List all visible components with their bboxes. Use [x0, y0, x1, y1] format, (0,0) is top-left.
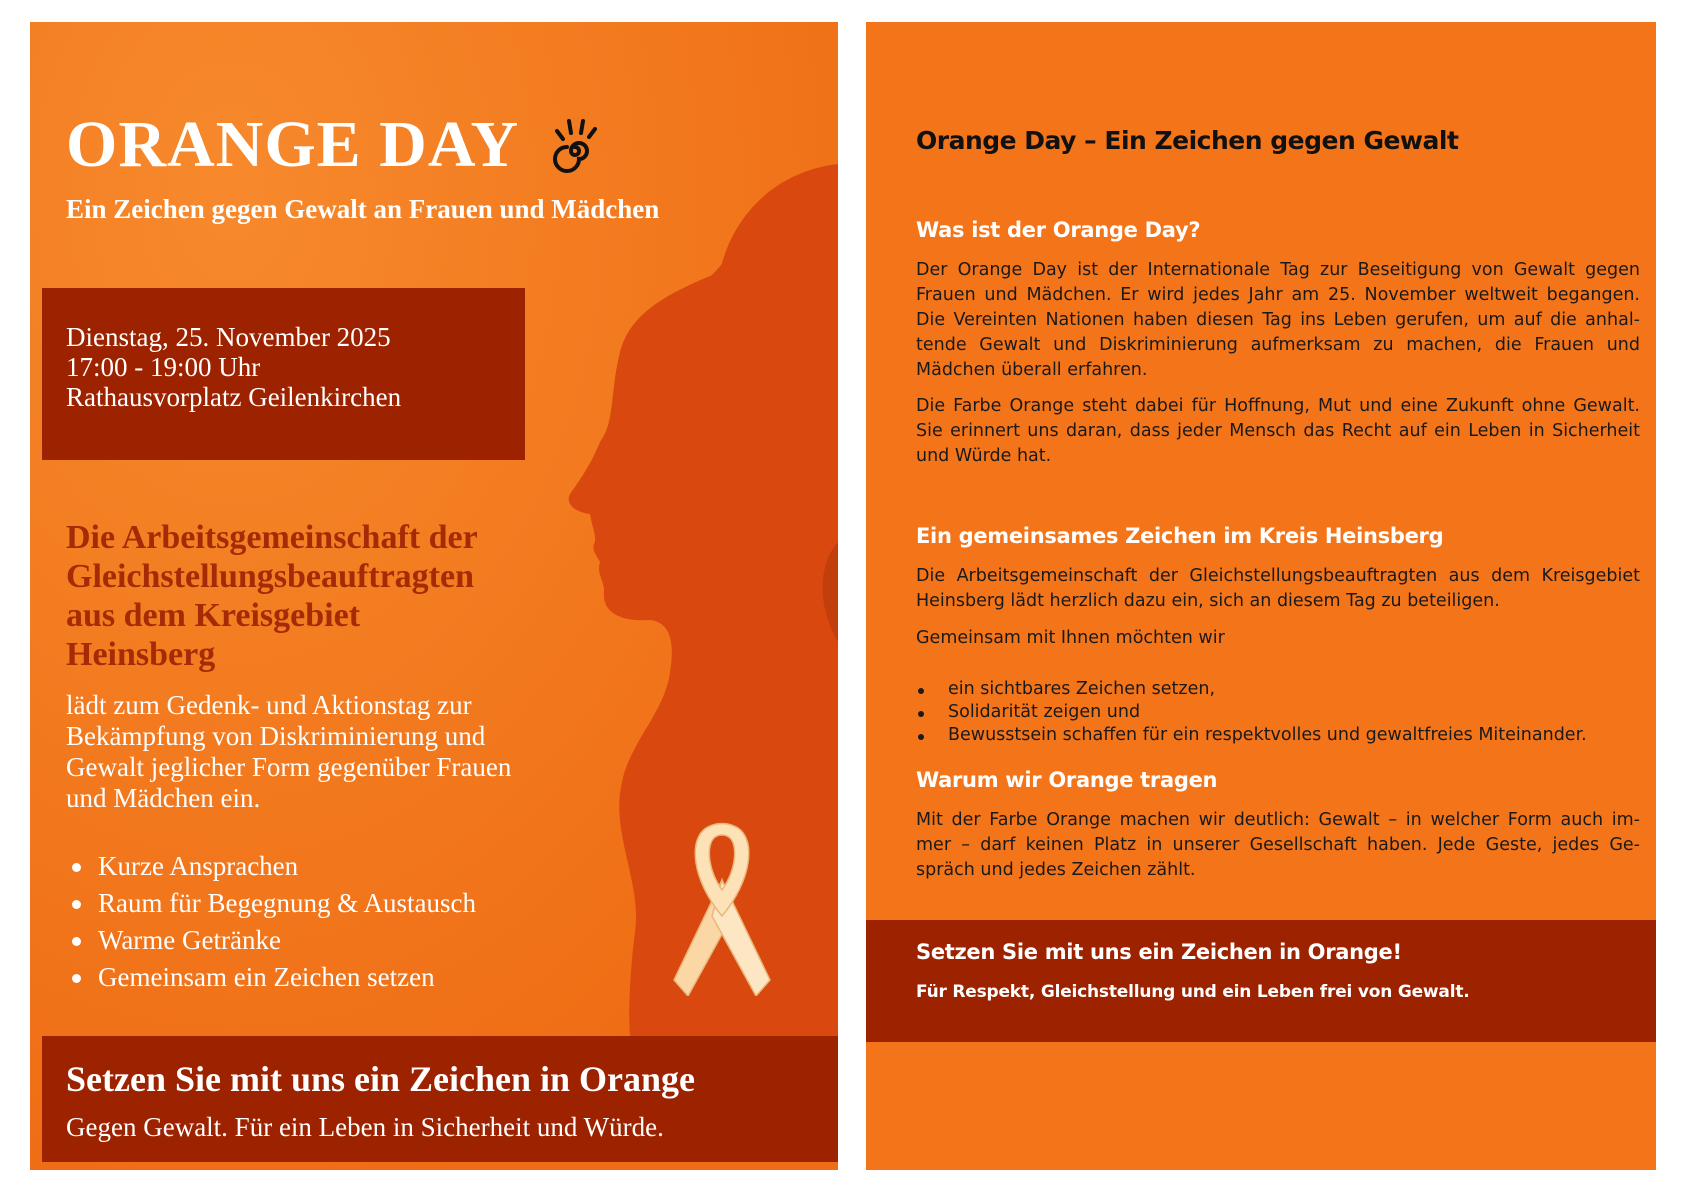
section-heading-why: Warum wir Orange tragen	[916, 768, 1218, 792]
footer-heading: Setzen Sie mit uns ein Zeichen in Orange	[66, 1059, 695, 1099]
list-item: ein sichtbares Zeichen setzen,	[916, 678, 1587, 701]
section-paragraph	[916, 258, 1640, 383]
section-heading-heinsberg: Ein gemeinsames Zeichen im Kreis Heinsberg	[916, 524, 1444, 548]
paragraph-line: Die Vereinten Nationen haben diesen Tag ins Leben gerufen, um auf die anhal-	[916, 310, 1640, 330]
paragraph-line: Sie erinnert uns daran, dass jeder Mensch das Recht auf ein Leben in Sicherheit	[916, 421, 1640, 441]
organizer-heading	[66, 518, 566, 674]
list-item: Bewusstsein schaffen für ein respektvolles und gewaltfreies Miteinander.	[916, 724, 1587, 747]
invitation-text	[66, 690, 586, 814]
paragraph-line: Die Farbe Orange steht dabei für Hoffnung, Mut und eine Zukunft ohne Gewalt.	[916, 396, 1640, 416]
info-title: Orange Day – Ein Zeichen gegen Gewalt	[916, 126, 1459, 155]
list-intro	[916, 626, 1640, 651]
list-item: Warme Getränke	[66, 922, 476, 959]
paragraph-line: Gemeinsam mit Ihnen möchten wir	[916, 628, 1225, 648]
organizer-line: aus dem Kreisgebiet	[66, 597, 361, 634]
invitation-line: Gewalt jeglicher Form gegenüber Frauen	[66, 752, 512, 782]
section-paragraph	[916, 394, 1640, 469]
list-item: Raum für Begegnung & Austausch	[66, 885, 476, 922]
goals-list	[916, 678, 1587, 747]
section-paragraph	[916, 564, 1640, 614]
poster-title: ORANGE DAY	[66, 108, 520, 181]
paragraph-line: Der Orange Day ist der Internationale Tag zur Beseitigung von Gewalt gegen	[916, 260, 1640, 280]
invitation-line: Bekämpfung von Diskriminierung und	[66, 721, 486, 751]
section-paragraph	[916, 808, 1640, 883]
organizer-line: Heinsberg	[66, 636, 216, 673]
awareness-ribbon-icon	[666, 820, 778, 996]
program-list	[66, 848, 476, 996]
paragraph-line: Mit der Farbe Orange machen wir deutlich: Gewalt – in welcher Form auch im-	[916, 810, 1640, 830]
poster-subtitle: Ein Zeichen gegen Gewalt an Frauen und Mädchen	[66, 194, 660, 224]
footer-subline: Für Respekt, Gleichstellung und ein Leben frei von Gewalt.	[916, 982, 1470, 1002]
section-heading-what: Was ist der Orange Day?	[916, 218, 1201, 242]
list-item: Gemeinsam ein Zeichen setzen	[66, 959, 476, 996]
paragraph-line: spräch und jedes Zeichen zählt.	[916, 860, 1196, 880]
event-details-box	[42, 288, 525, 460]
spiral-logo-icon	[549, 117, 601, 173]
paragraph-line: Heinsberg lädt herzlich dazu ein, sich an diesem Tag zu beteiligen.	[916, 591, 1500, 611]
footer-subline: Gegen Gewalt. Für ein Leben in Sicherheit und Würde.	[66, 1112, 664, 1142]
paragraph-line: Frauen und Mädchen. Er wird jedes Jahr am 25. November weltweit begangen.	[916, 285, 1640, 305]
list-item: Solidarität zeigen und	[916, 701, 1587, 724]
organizer-line: Gleichstellungsbeauftragten	[66, 558, 474, 595]
paragraph-line: tende Gewalt und Diskriminierung aufmerksam zu machen, die Frauen und	[916, 335, 1640, 355]
paragraph-line: mer – darf keinen Platz in unserer Gesellschaft haben. Jede Geste, jedes Ge-	[916, 835, 1640, 855]
list-item: Kurze Ansprachen	[66, 848, 476, 885]
paragraph-line: und Würde hat.	[916, 446, 1052, 466]
event-location: Rathausvorplatz Geilenkirchen	[66, 382, 402, 412]
orange-day-info-page	[866, 22, 1656, 1170]
orange-day-poster	[30, 22, 838, 1170]
invitation-line: und Mädchen ein.	[66, 783, 261, 813]
organizer-line: Die Arbeitsgemeinschaft der	[66, 519, 478, 556]
invitation-line: lädt zum Gedenk- und Aktionstag zur	[66, 690, 472, 720]
event-time: 17:00 - 19:00 Uhr	[66, 352, 261, 382]
poster-footer	[42, 1036, 838, 1162]
paragraph-line: Mädchen überall erfahren.	[916, 360, 1148, 380]
title-row	[66, 108, 601, 181]
paragraph-line: Die Arbeitsgemeinschaft der Gleichstellungsbeauftragten aus dem Kreisgebiet	[916, 566, 1640, 586]
info-footer	[866, 920, 1656, 1042]
footer-heading: Setzen Sie mit uns ein Zeichen in Orange!	[916, 940, 1402, 964]
event-date: Dienstag, 25. November 2025	[66, 322, 391, 352]
